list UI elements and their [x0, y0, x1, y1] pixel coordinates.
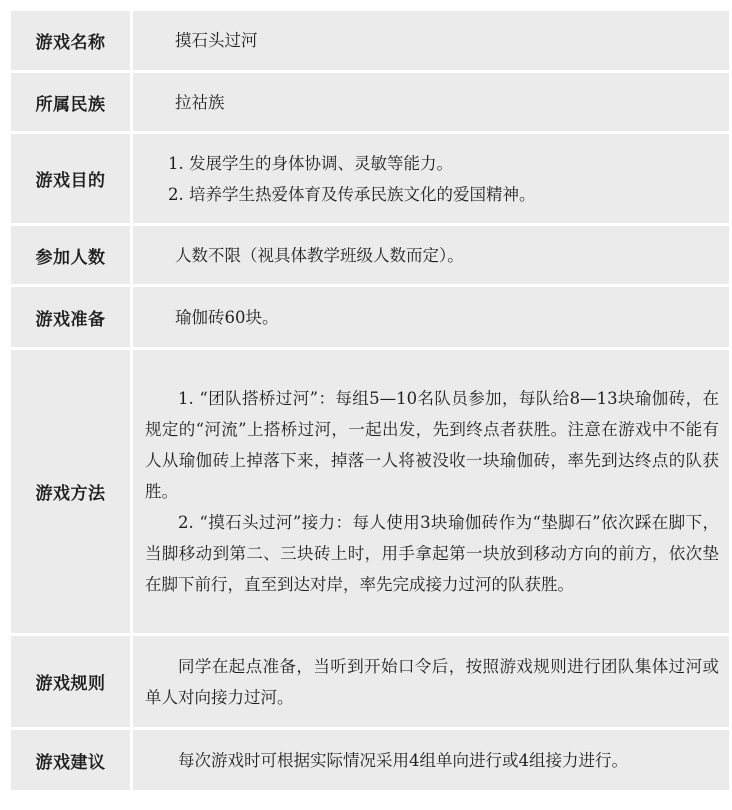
- row-value-preparation: 瑜伽砖60块。: [133, 287, 729, 347]
- row-value-ethnic-group: 拉祜族: [133, 73, 729, 131]
- row-label-game-purpose: 游戏目的: [11, 134, 130, 223]
- row-label-ethnic-group: 所属民族: [11, 73, 130, 131]
- row-value-participants: 人数不限（视具体教学班级人数而定）。: [133, 226, 729, 284]
- method-paragraph: 2. “摸石头过河”接力：每人使用3块瑜伽砖作为“垫脚石”依次踩在脚下，当脚移动到第二、三块砖上时，用手拿起第一块放到移动方向的前方，依次垫在脚下前行，直至到达对岸，率先完成接力过河的队获胜。: [145, 513, 719, 594]
- rules-paragraph: 同学在起点准备，当听到开始口令后，按照游戏规则进行团队集体过河或单人对向接力过河。: [145, 656, 719, 707]
- purpose-item: 2. 培养学生热爱体育及传承民族文化的爱国精神。: [168, 184, 536, 204]
- row-value-game-rules: [133, 636, 729, 727]
- row-label-game-suggestion: 游戏建议: [11, 730, 130, 790]
- row-value-game-suggestion: [133, 730, 729, 790]
- row-label-participants: 参加人数: [11, 226, 130, 284]
- row-value-game-purpose: [133, 134, 729, 223]
- row-label-preparation: 游戏准备: [11, 287, 130, 347]
- row-label-game-name: 游戏名称: [11, 11, 130, 70]
- row-value-game-method: [133, 350, 729, 633]
- purpose-item: 1. 发展学生的身体协调、灵敏等能力。: [168, 153, 453, 173]
- game-info-table: [11, 11, 729, 790]
- row-label-game-method: 游戏方法: [11, 350, 130, 633]
- suggestion-paragraph: 每次游戏时可根据实际情况采用4组单向进行或4组接力进行。: [178, 750, 628, 770]
- method-paragraph: 1. “团队搭桥过河”：每组5—10名队员参加，每队给8—13块瑜伽砖，在规定的“河流”上搭桥过河，一起出发，先到终点者获胜。注意在游戏中不能有人从瑜伽砖上掉落下来，掉落一人将被没收一块瑜伽砖，率先到达终点的队获胜。: [145, 389, 719, 501]
- row-value-game-name: 摸石头过河: [133, 11, 729, 70]
- row-label-game-rules: 游戏规则: [11, 636, 130, 727]
